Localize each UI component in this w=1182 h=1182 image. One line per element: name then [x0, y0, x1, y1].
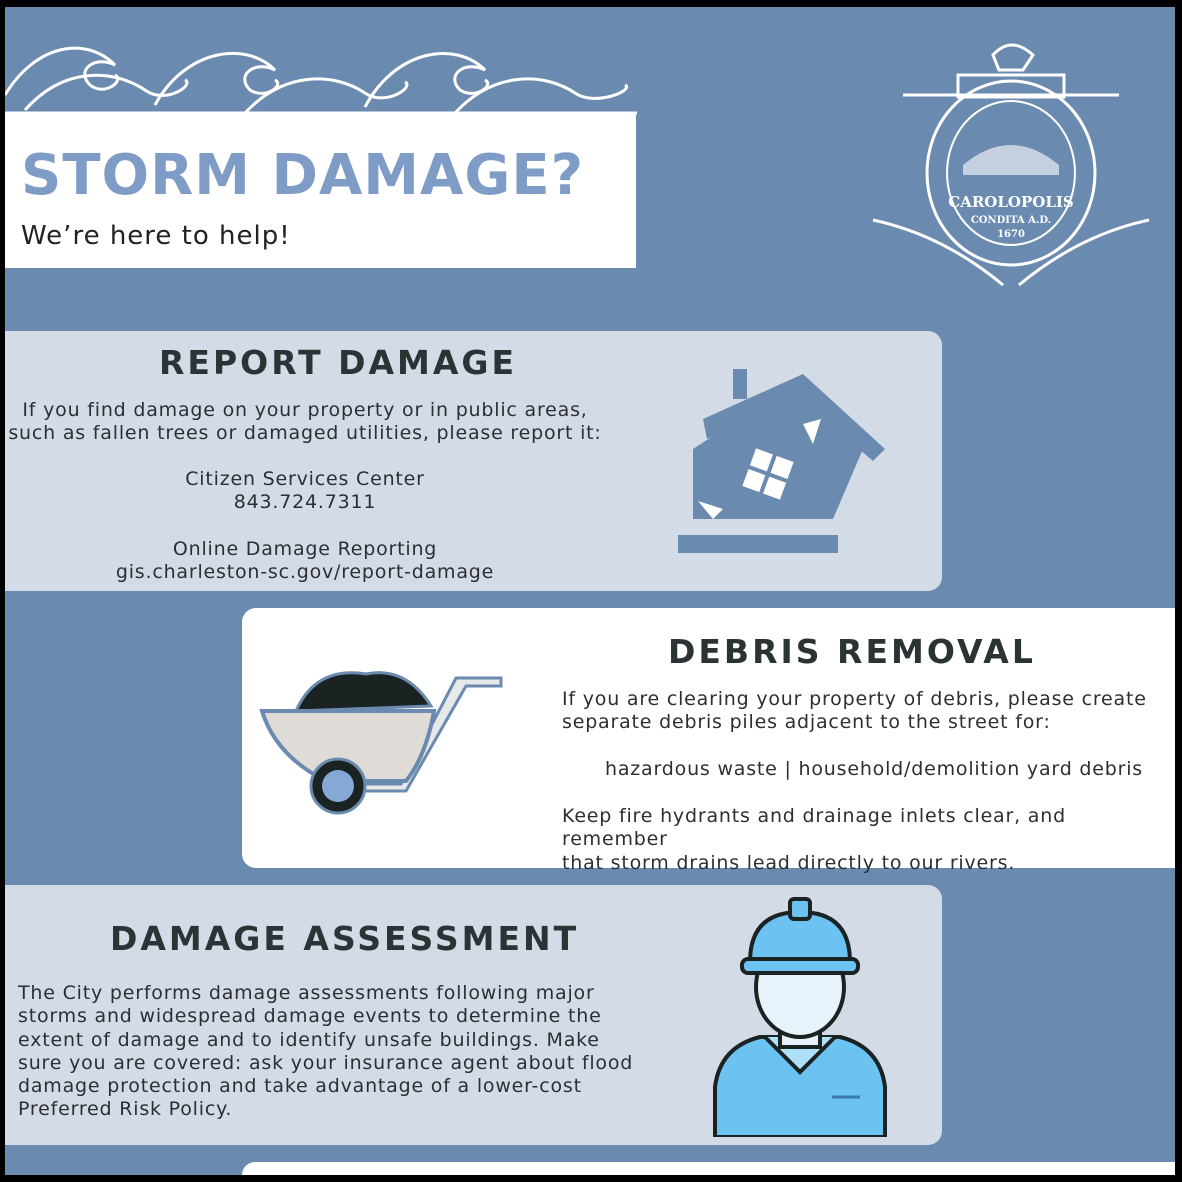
report-damage-body: If you find damage on your property or in public areas, such as fallen trees or damaged utilities, please report it:: [8, 399, 602, 445]
city-seal-logo: [863, 25, 1159, 301]
phone-number[interactable]: 843.724.7311: [233, 491, 377, 513]
debris-removal-body: If you are clearing your property of debris, please create separate debris piles adjacent to the street for:: [562, 688, 1147, 734]
damaged-house-icon: [673, 369, 893, 559]
damage-assessment-card: [5, 885, 942, 1145]
debris-removal-title: DEBRIS REMOVAL: [668, 632, 1036, 671]
damage-assessment-body: The City performs damage assessments following major storms and widespread damage events to determine the extent of damage and to identify unsafe buildings. Make sure you are covered: ask your insurance agent about flood damage protection and take advantage of a lower-cost Preferred Risk Policy.: [18, 982, 634, 1121]
infographic: [5, 7, 1175, 1175]
debris-note: Keep fire hydrants and drainage inlets clear, and remember that storm drains lead directly to our rivers.: [562, 805, 1066, 874]
report-damage-link[interactable]: gis.charleston-sc.gov/report-damage: [115, 561, 495, 583]
report-damage-card: [5, 331, 942, 591]
svg-text:CAROLOPOLIS: CAROLOPOLIS: [948, 193, 1074, 211]
svg-text:1670: 1670: [997, 229, 1025, 240]
damage-assessment-title: DAMAGE ASSESSMENT: [110, 919, 580, 958]
page-title: STORM DAMAGE?: [21, 143, 585, 208]
online-reporting-label: Online Damage Reporting: [172, 538, 438, 560]
waves-icon: [5, 35, 637, 115]
citizen-services-label: Citizen Services Center: [185, 468, 425, 490]
next-section-card: [242, 1162, 1175, 1175]
header-banner: [5, 113, 636, 268]
debris-removal-card: [242, 608, 1175, 874]
page-subtitle: We’re here to help!: [21, 221, 291, 251]
inspector-hardhat-icon: [710, 897, 890, 1137]
wheelbarrow-icon: [256, 666, 506, 816]
report-damage-title: REPORT DAMAGE: [159, 343, 518, 382]
debris-categories: hazardous waste | household/demolition yard debris: [605, 758, 1143, 780]
svg-text:CONDITA A.D.: CONDITA A.D.: [970, 215, 1052, 226]
